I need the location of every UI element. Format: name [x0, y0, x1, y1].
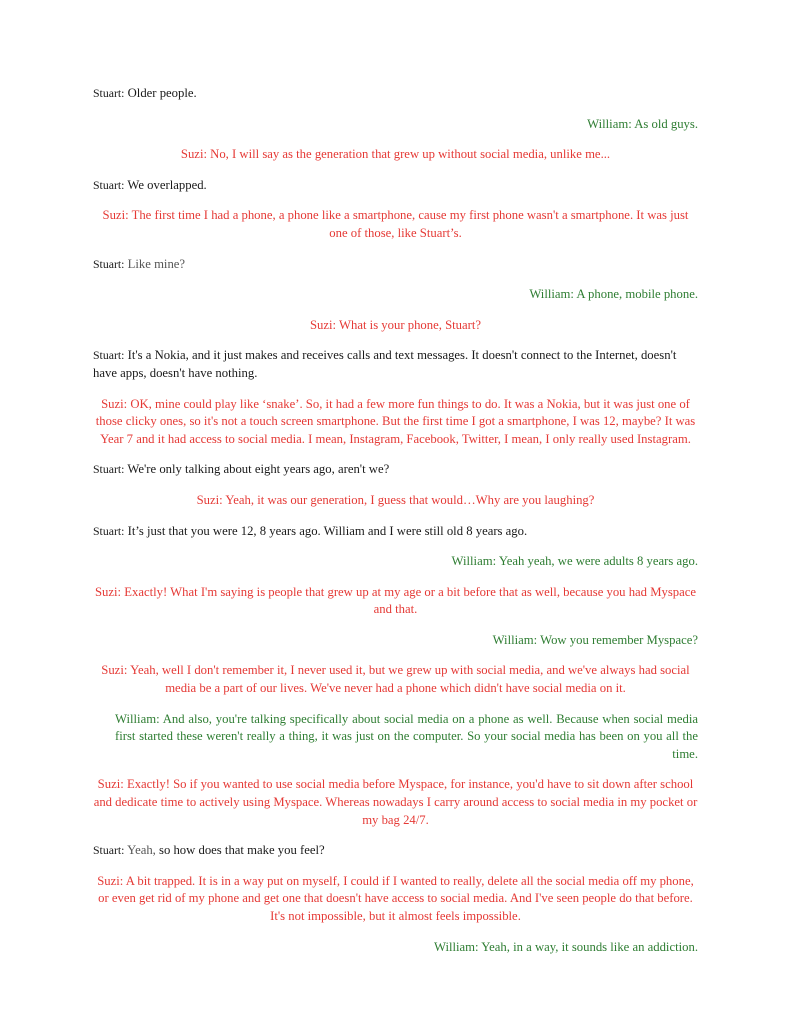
line-prefix: Yeah,	[127, 843, 156, 858]
transcript-line-suzi	[93, 873, 698, 926]
speaker-name: William:	[451, 554, 497, 569]
line-text: We overlapped.	[127, 177, 207, 192]
speaker-name: William:	[587, 116, 632, 131]
speaker-name: Suzi:	[102, 208, 129, 223]
line-text: A phone, mobile phone.	[576, 287, 698, 302]
line-text: Yeah, in a way, it sounds like an addiction.	[481, 939, 698, 954]
line-text: Exactly! What I'm saying is people that grew up at my age or a bit before that as well, because you had Myspace and that.	[124, 584, 696, 617]
line-text: Yeah, well I don't remember it, I never used it, but we grew up with social media, and we've always had social media be a part of our lives. We've never had a phone which didn't have social media on it.	[130, 663, 690, 696]
speaker-name: Suzi:	[94, 584, 122, 599]
transcript-line-stuart	[93, 842, 698, 860]
line-text: Older people.	[127, 86, 197, 100]
transcript-line-suzi	[93, 207, 698, 242]
transcript-line-william	[93, 553, 698, 571]
line-text: What is your phone, Stuart?	[339, 317, 482, 332]
transcript-line-stuart	[93, 347, 698, 382]
line-text: so how does that make you feel?	[159, 843, 325, 858]
line-text: Yeah yeah, we were adults 8 years ago.	[498, 554, 698, 569]
transcript-line-william	[93, 939, 698, 957]
line-text: No, I will say as the generation that grew up without social media, unlike me...	[210, 147, 611, 162]
speaker-name: William:	[492, 632, 538, 647]
transcript-line-william	[93, 116, 698, 134]
line-text: Yeah, it was our generation, I guess that would…Why are you laughing?	[225, 492, 595, 507]
line-text: Exactly! So if you wanted to use social media before Myspace, for instance, you'd have to sit down after school and dedicate time to actively using Myspace. Whereas nowadays I carry around access to social media in my pocket or my bag 24/7.	[93, 777, 698, 827]
transcript-line-william	[93, 286, 698, 304]
speaker-name: William:	[433, 939, 479, 954]
speaker-name: William:	[529, 287, 574, 302]
speaker-name: Stuart:	[93, 86, 125, 100]
line-text: As old guys.	[634, 116, 698, 131]
line-text: A bit trapped. It is in a way put on myself, I could if I wanted to really, delete all the social media off my phone, or even get rid of my phone and get one that doesn't have access to social media. And I've seen people do that before. It's not impossible, but it almost feels impossible.	[98, 873, 694, 923]
line-text: Like mine?	[127, 256, 186, 271]
line-text: The first time I had a phone, a phone like a smartphone, cause my first phone wasn't a smartphone. It was just one of those, like Stuart’s.	[131, 208, 689, 240]
transcript-line-stuart	[93, 256, 698, 274]
transcript-line-stuart	[93, 461, 698, 479]
transcript-line-suzi	[93, 776, 698, 829]
speaker-name: Stuart:	[93, 348, 125, 363]
transcript-line-william	[93, 632, 698, 650]
line-text: Wow you remember Myspace?	[540, 632, 698, 647]
line-text: And also, you're talking specifically about social media on a phone as well. Because when social media first started these weren't really a thing, it was just on the computer. So your social media has been on you all the time.	[115, 711, 698, 761]
speaker-name: Stuart:	[93, 843, 125, 858]
line-text: It's a Nokia, and it just makes and receives calls and text messages. It doesn't connect to the Internet, doesn't have apps, doesn't have nothing.	[93, 348, 677, 380]
speaker-name: Stuart:	[93, 523, 125, 538]
speaker-name: Suzi:	[180, 147, 207, 162]
speaker-name: Stuart:	[93, 462, 125, 477]
speaker-name: Suzi:	[196, 492, 223, 507]
speaker-name: Suzi:	[101, 396, 128, 411]
speaker-name: Stuart:	[93, 177, 125, 192]
transcript-line-suzi	[93, 396, 698, 449]
speaker-name: Stuart:	[93, 256, 125, 271]
transcript-line-william	[93, 711, 698, 764]
transcript-line-stuart	[93, 523, 698, 541]
speaker-name: Suzi:	[309, 317, 337, 332]
transcript-line-suzi	[93, 584, 698, 619]
speaker-name: William:	[115, 711, 160, 726]
transcript-line-suzi	[93, 662, 698, 697]
line-text: We're only talking about eight years ago, aren't we?	[127, 462, 390, 477]
transcript-line-suzi	[93, 317, 698, 335]
line-text: It’s just that you were 12, 8 years ago. William and I were still old 8 years ago.	[127, 523, 528, 538]
line-text: OK, mine could play like ‘snake’. So, it had a few more fun things to do. It was a Nokia, but it was just one of those clicky ones, so it's not a touch screen smartphone. But the first time I got a smartphone, I was 12, maybe? It was Year 7 and it had access to social media. I mean, Instagram, Facebook, Twitter, I mean, I only really used Instagram.	[95, 396, 696, 446]
speaker-name: Suzi:	[97, 777, 124, 792]
speaker-name: Suzi:	[101, 663, 128, 678]
speaker-name: Suzi:	[97, 873, 124, 888]
transcript-line-stuart	[93, 177, 698, 195]
transcript-line-suzi	[93, 146, 698, 164]
transcript-line-suzi	[93, 492, 698, 510]
transcript-line-stuart	[93, 85, 698, 103]
